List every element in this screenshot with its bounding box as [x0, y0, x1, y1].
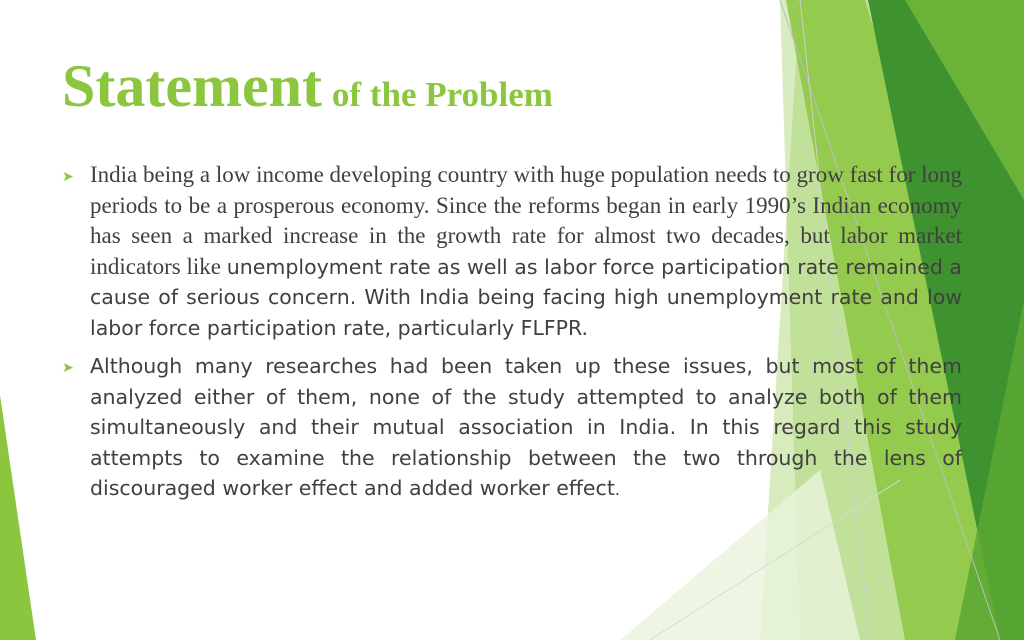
bullet-2-text: Although many researches had been taken up these issues, but most of them analyzed either of them, none of the study attempted to analyze both of them simultaneously and their mutual association in India. In this regard this study attempts to examine the relationship between the two through the lens of discouraged worker effect and added worker effect — [90, 354, 962, 500]
arrowhead-icon: ➤ — [62, 168, 74, 184]
bullet-1-sans-text: unemployment rate as well as labor force participation rate remained a cause of serious concern. With India being facing high unemployment rate and low labor force participation rate, particularly FLFPR. — [90, 254, 962, 340]
bullet-item — [62, 351, 962, 506]
bullet-list — [62, 160, 962, 514]
arrowhead-icon: ➤ — [62, 359, 74, 375]
slide-title — [62, 52, 553, 121]
bullet-2-tail: . — [614, 480, 620, 499]
bullet-1-serif-text: India being a low income developing country with huge population needs to grow fast for long periods to be a prosperous economy. Since the reforms began in early 1990’s Indian economy has seen a marked increase in the growth rate for almost two decades, but labor market indicators like — [90, 162, 962, 279]
title-sub: of the Problem — [331, 75, 553, 114]
left-edge-strip — [0, 395, 36, 640]
bullet-item — [62, 160, 962, 343]
title-main: Statement — [62, 53, 322, 119]
